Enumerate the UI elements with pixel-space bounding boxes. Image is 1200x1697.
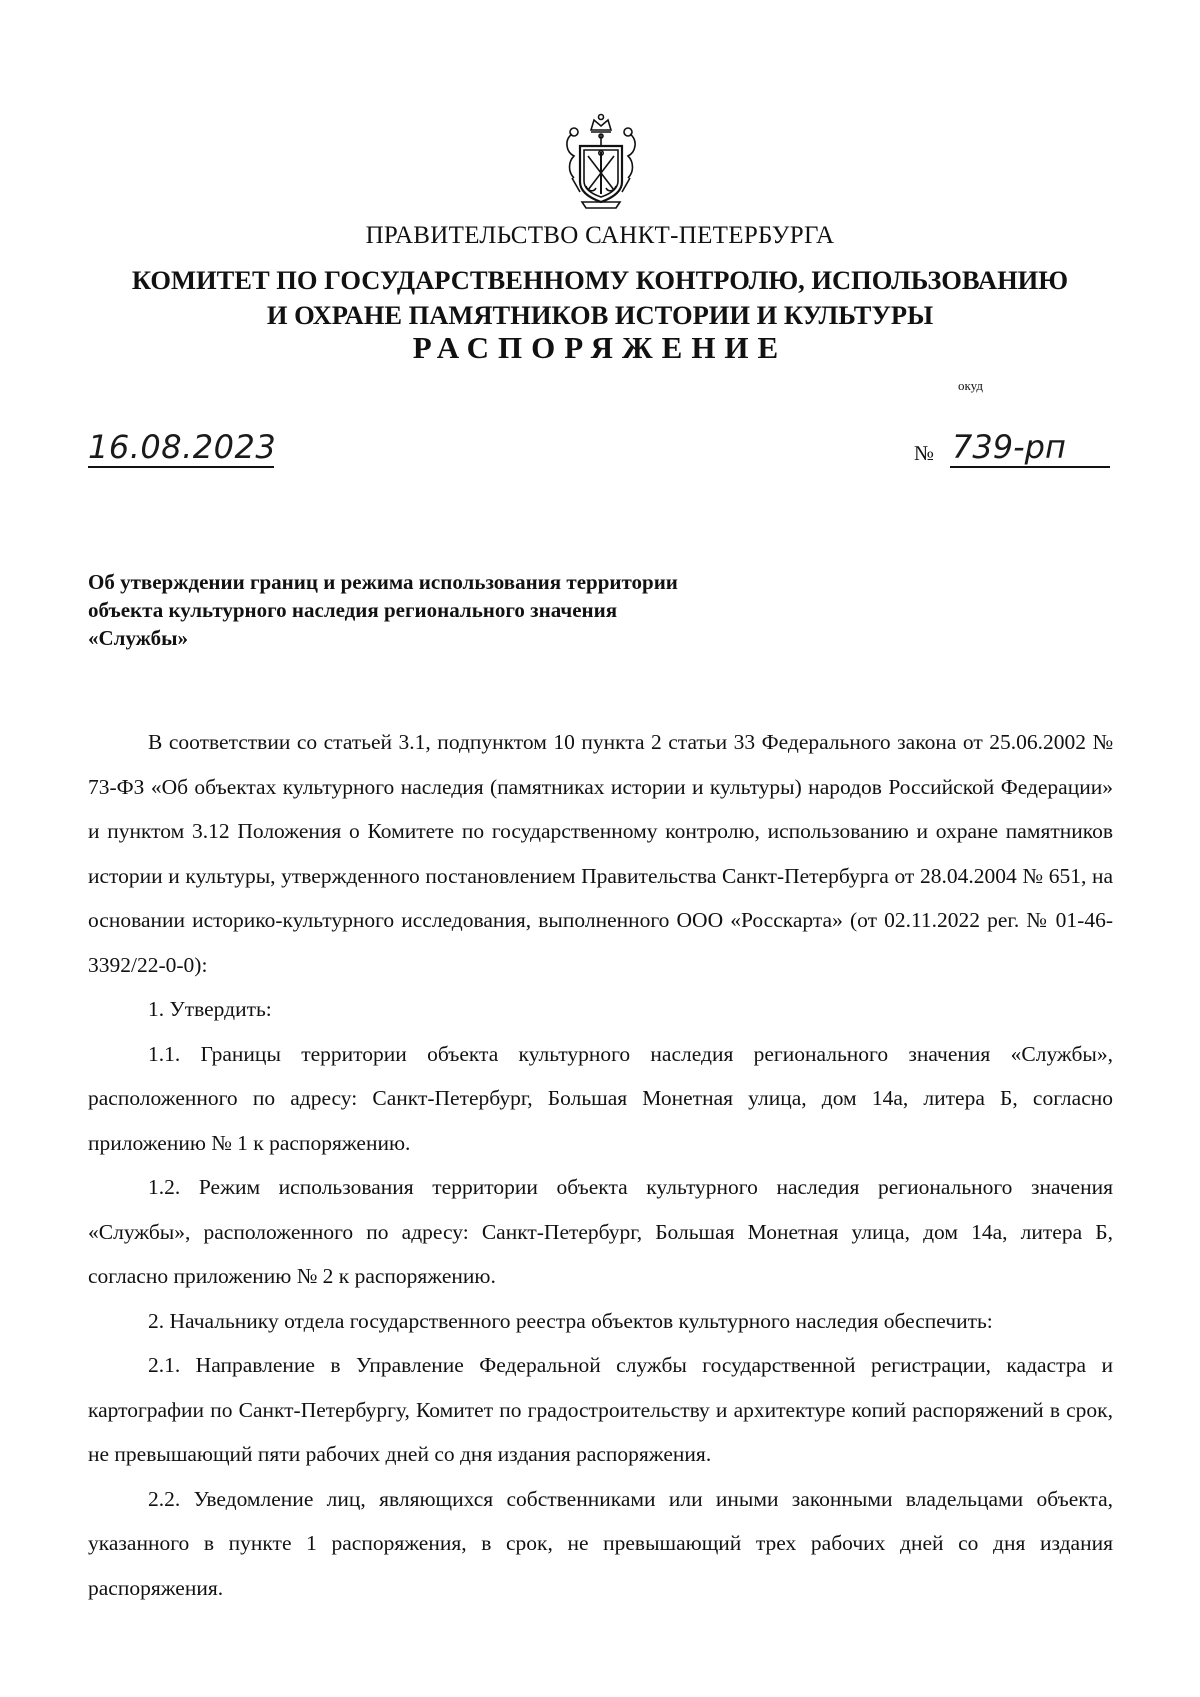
committee-name-line-2: И ОХРАНЕ ПАМЯТНИКОВ ИСТОРИИ И КУЛЬТУРЫ [266,300,934,330]
number-underline [950,466,1110,468]
paragraph-1-1: 1.1. Границы территории объекта культурного наследия регионального значения «Службы», расположенного по адресу: Санкт-Петербург, Большая Монетная улица, дом 14а, литера Б, согласно приложению № 1 к распоряжению. [88,1041,1113,1155]
paragraph-2-1: 2.1. Направление в Управление Федеральной службы государственной регистрации, кадастра и картографии по Санкт-Петербургу, Комитет по градостроительству и архитектуре копий распоряжений в срок, не превышающий пяти рабочих дней со дня издания распоряжения. [88,1353,1113,1466]
document-title-line-3: «Службы» [88,626,189,650]
paragraph-1-2: 1.2. Режим использования территории объекта культурного наследия регионального значения «Службы», расположенного по адресу: Санкт-Петербург, Большая Монетная улица, дом 14а, литера Б, согласно приложению № 2 к распоряжению. [88,1175,1113,1288]
committee-name-line-1: КОМИТЕТ ПО ГОСУДАРСТВЕННОМУ КОНТРОЛЮ, ИСПОЛЬЗОВАНИЮ [131,265,1069,295]
document-title-line-2: объекта культурного наследия регионального значения [88,598,618,622]
paragraph-preamble: В соответствии со статьей 3.1, подпунктом 10 пункта 2 статьи 33 Федерального закона от 25.06.2002 № 73-ФЗ «Об объектах культурного наследия (памятниках истории и культуры) народов Российской Федерации» и пунктом 3.12 Положения о Комитете по государственному контролю, использованию и охране памятников истории и культуры, утвержденного постановлением Правительства Санкт-Петербурга от 28.04.2004 № 651, на основании историко-культурного исследования, выполненного ООО «Росскарта» (от 02.11.2022 рег. № 01-46-3392/22-0-0): [88,730,1113,977]
document-date: 16.08.2023 [88,428,277,466]
document-body [88,720,1113,1610]
date-underline [88,466,274,468]
paragraph-1: 1. Утвердить: [148,997,272,1021]
paragraph-2-2: 2.2. Уведомление лиц, являющихся собственниками или иными законными владельцами объекта, указанного в пункте 1 распоряжения, в срок, не превышающий трех рабочих дней со дня издания распоряжения. [88,1486,1113,1600]
document-title [88,568,808,652]
committee-name [0,263,1200,333]
document-title-line-1: Об утверждении границ и режима использования территории [88,570,678,594]
saint-petersburg-coat-of-arms-icon [558,112,644,212]
number-sign: № [914,441,935,465]
document-type: РАСПОРЯЖЕНИЕ [412,330,788,365]
government-name: ПРАВИТЕЛЬСТВО САНКТ-ПЕТЕРБУРГА [365,222,835,249]
okud-label: окуд [958,378,983,393]
document-number: 739-рп [952,428,1066,466]
paragraph-2: 2. Начальнику отдела государственного реестра объектов культурного наследия обеспечить: [148,1308,993,1333]
